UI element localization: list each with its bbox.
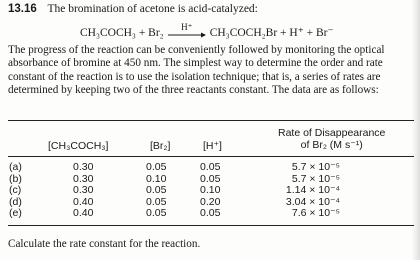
table-cell: 0.30 [73, 161, 94, 173]
table-cell: 0.10 [200, 184, 221, 197]
header-bromine-concentration: [Br₂] [150, 140, 171, 152]
reaction-equation [80, 24, 334, 39]
table-cell: 0.05 [146, 195, 167, 208]
problem-question: Calculate the rate constant for the reaction. [8, 238, 201, 250]
table-top-rule [8, 120, 414, 121]
acetone-column [73, 162, 93, 220]
table-cell: 1.14 × 10⁻⁴ [285, 184, 340, 197]
row-label: (e) [9, 207, 22, 220]
table-cell: 0.05 [200, 207, 221, 220]
bromine-column [146, 162, 166, 220]
problem-intro: The bromination of acetone is acid-catalyzed: [47, 3, 258, 15]
header-rate [278, 127, 385, 151]
table-cell: 0.05 [146, 184, 167, 197]
table-cell: 0.30 [73, 184, 94, 197]
hydrogen-ion-column [200, 162, 220, 220]
paragraph-line: absorbance of bromine at 450 nm. The simplest way to determine the order and rate [8, 57, 383, 70]
table-cell: 0.10 [146, 172, 167, 185]
table-cell: 0.05 [146, 161, 167, 173]
page-edge-shadow [412, 0, 420, 260]
table-cell: 0.05 [146, 207, 167, 220]
row-label: (b) [9, 172, 22, 185]
paragraph-line: constant of the reaction is to use the isolation technique; that is, a series of rates are [8, 70, 381, 83]
table-cell: 5.7 × 10⁻⁵ [291, 161, 340, 173]
reaction-arrow [168, 23, 206, 38]
right-arrow-icon [168, 32, 206, 38]
problem-description [8, 44, 418, 98]
table-bottom-rule [8, 225, 414, 226]
equation-products: CH₃COCH₂Br + H⁺ + Br⁻ [209, 27, 334, 39]
table-cell: 0.40 [73, 195, 94, 208]
catalyst-label: H⁺ [181, 22, 193, 32]
table-cell: 0.05 [200, 161, 221, 173]
header-rate-line1: Rate of Disappearance [278, 127, 386, 139]
table-header-rule [8, 156, 414, 157]
problem-statement [8, 3, 258, 15]
rate-column [278, 162, 340, 220]
header-acetone-concentration: [CH₃COCH₃] [48, 140, 109, 152]
row-label: (d) [9, 195, 22, 208]
problem-number: 13.16 [8, 3, 37, 15]
row-labels-column [9, 162, 22, 220]
table-cell: 3.04 × 10⁻⁴ [285, 195, 340, 208]
row-label: (a) [9, 161, 22, 173]
paragraph-line: determined by keeping two of the three reactants constant. The data are as follows: [8, 84, 379, 97]
row-label: (c) [9, 184, 22, 197]
table-cell: 0.05 [200, 172, 221, 185]
header-hydrogen-ion-concentration: [H⁺] [203, 140, 222, 152]
table-cell: 0.20 [200, 195, 221, 208]
equation-reactants: CH₃COCH₃ + Br₂ [80, 27, 164, 39]
paragraph-line: The progress of the reaction can be conveniently followed by monitoring the optical [8, 44, 385, 56]
table-cell: 0.30 [73, 172, 94, 185]
table-cell: 5.7 × 10⁻⁵ [291, 172, 340, 185]
header-rate-line2: of Br₂ (M s⁻¹) [300, 139, 363, 151]
table-cell: 0.40 [73, 207, 94, 220]
table-cell: 7.6 × 10⁻⁵ [291, 207, 340, 220]
